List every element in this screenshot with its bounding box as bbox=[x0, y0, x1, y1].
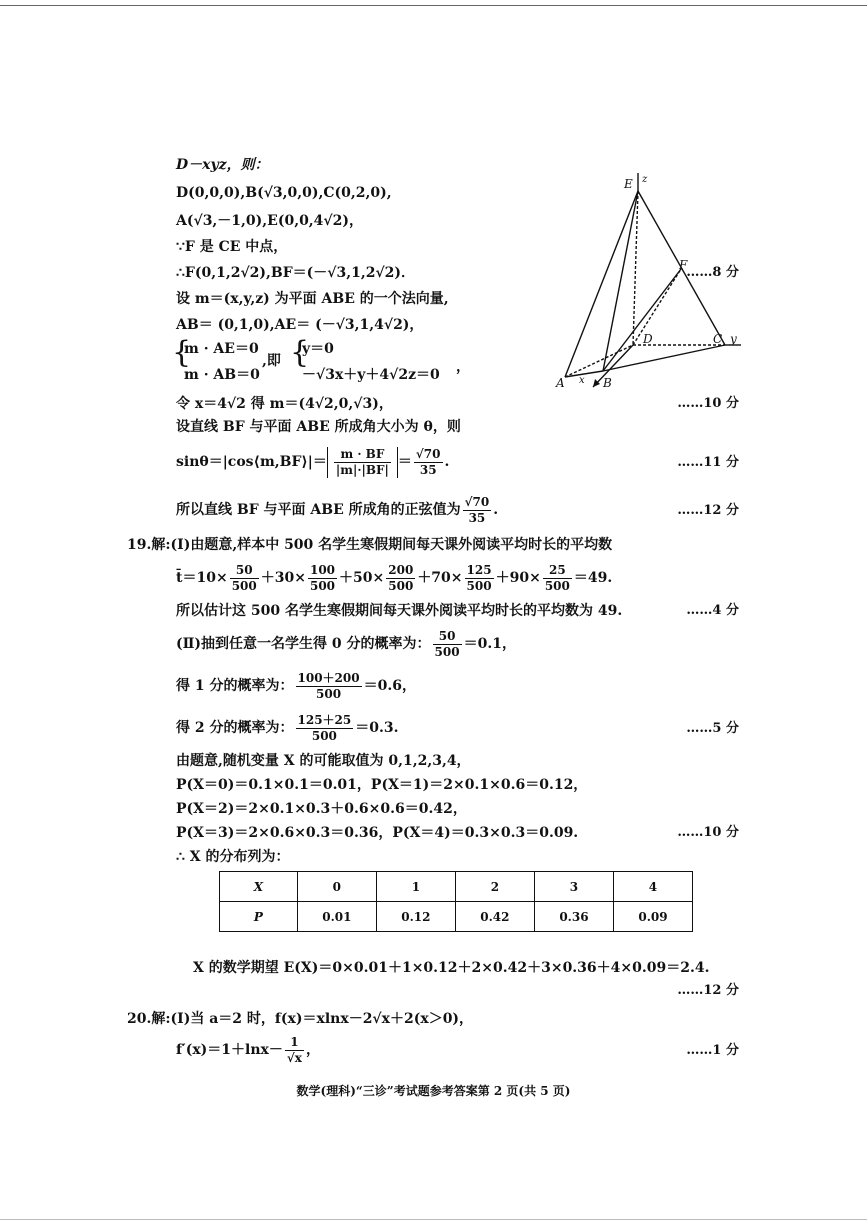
left-brace-2: { bbox=[290, 335, 310, 370]
table-row bbox=[220, 902, 693, 932]
edge-BF bbox=[603, 269, 681, 371]
conclusion-frac bbox=[463, 495, 492, 526]
label-E: E bbox=[624, 177, 633, 191]
p0-den: 500 bbox=[434, 644, 460, 659]
table-row bbox=[220, 872, 693, 902]
q20-head: 20.解:(Ⅰ)当 a＝2 时，f(x)＝xlnx－2√x＋2(x＞0)， bbox=[127, 1011, 474, 1027]
table-cell: 0 bbox=[297, 872, 376, 902]
sin-num-2: √70 bbox=[415, 446, 441, 461]
label-z: z bbox=[642, 174, 648, 185]
q18-sys1-a: m · AE＝0 bbox=[184, 341, 259, 357]
bottom-border-line bbox=[0, 1219, 867, 1220]
sin-den-2: 35 bbox=[419, 462, 437, 477]
mean-after: ＋90× bbox=[495, 570, 541, 586]
mean-num: 200 bbox=[388, 562, 414, 577]
edge-EA bbox=[565, 191, 638, 377]
q19-values: 由题意,随机变量 X 的可能取值为 0,1,2,3,4， bbox=[176, 753, 471, 769]
table-cell: 0.09 bbox=[613, 902, 692, 932]
label-y: y bbox=[730, 332, 737, 346]
q18-conclusion: 所以直线 BF 与平面 ABE 所成角的正弦值为 $\frac{√70}{35}$ . bbox=[176, 494, 499, 525]
mean-after: ＋30× bbox=[260, 570, 306, 586]
q18-line-3: A(√3,－1,0),E(0,0,4√2)， bbox=[176, 213, 363, 229]
mean-num: 125 bbox=[466, 562, 492, 577]
q19-px01: P(X＝0)＝0.1×0.1＝0.01，P(X＝1)＝2×0.1×0.6＝0.12， bbox=[176, 777, 588, 793]
q19-px2: P(X＝2)＝2×0.1×0.3＋0.6×0.6＝0.42， bbox=[176, 801, 467, 817]
mean-after: ＋50× bbox=[339, 570, 385, 586]
sin-eq: ＝ bbox=[397, 454, 412, 470]
score-5: ……5 分 bbox=[686, 721, 739, 736]
q18-sin-line: sinθ＝|cos⟨m,BF⟩|＝ $\frac{m \cdot BF}{|m|\cdot|BF|}$ ＝ $\frac{√70}{35}$ . bbox=[176, 446, 450, 477]
conclusion-text: 所以直线 BF 与平面 ABE 所成角的正弦值为 bbox=[176, 502, 461, 518]
table-cell: P bbox=[220, 902, 298, 932]
mean-den: 500 bbox=[544, 578, 570, 593]
p2-text: 得 2 分的概率为： bbox=[176, 720, 294, 736]
label-D: D bbox=[643, 332, 653, 346]
q19-dist-head: ∴ X 的分布列为： bbox=[176, 849, 290, 865]
left-brace-1: { bbox=[172, 335, 192, 370]
q18-line-9: 设直线 BF 与平面 ABE 所成角大小为 θ，则 bbox=[176, 419, 461, 435]
score-4: ……4 分 bbox=[686, 603, 739, 618]
sin-den: |m|·|BF| bbox=[335, 462, 389, 477]
conclusion-num: √70 bbox=[464, 494, 490, 509]
mean-after: ＋70× bbox=[417, 570, 463, 586]
p1-text: 得 1 分的概率为： bbox=[176, 678, 294, 694]
deriv-end: ， bbox=[305, 1042, 320, 1058]
table-cell: 0.42 bbox=[455, 902, 534, 932]
sin-frac bbox=[334, 447, 391, 478]
p0-res: ＝0.1， bbox=[463, 636, 516, 652]
mean-num: 25 bbox=[543, 563, 572, 579]
score-12a: ……12 分 bbox=[677, 503, 739, 518]
q18-line-1: D－xyz，则： bbox=[176, 157, 269, 173]
score-1: ……1 分 bbox=[686, 1043, 739, 1058]
q18-line-6: 设 m＝(x,y,z) 为平面 ABE 的一个法向量, bbox=[176, 291, 449, 307]
table-cell: 1 bbox=[376, 872, 455, 902]
q19-px34: P(X＝3)＝2×0.6×0.3＝0.36，P(X＝4)＝0.3×0.3＝0.09. bbox=[176, 825, 579, 841]
p2-den: 500 bbox=[311, 728, 337, 743]
p1-den: 500 bbox=[316, 686, 342, 701]
table-cell: 4 bbox=[613, 872, 692, 902]
sin-frac-2 bbox=[414, 447, 443, 478]
table-cell: 0.36 bbox=[534, 902, 613, 932]
score-10a: ……10 分 bbox=[677, 396, 739, 411]
pyramid-figure bbox=[553, 165, 753, 395]
conclusion-den: 35 bbox=[468, 510, 486, 525]
q19-mean-line bbox=[176, 558, 612, 598]
table-cell: X bbox=[220, 872, 298, 902]
sin-abs bbox=[327, 447, 398, 478]
deriv-den: √x bbox=[286, 1050, 302, 1065]
score-8: ……8 分 bbox=[686, 265, 739, 280]
deriv-num: 1 bbox=[285, 1035, 304, 1051]
mean-num: 50 bbox=[230, 563, 259, 579]
q18-line-4: ∵F 是 CE 中点， bbox=[176, 239, 288, 255]
p0-num: 50 bbox=[433, 629, 462, 645]
mean-den: 500 bbox=[231, 578, 257, 593]
deriv-lhs: f′(x)＝1＋lnx－ bbox=[176, 1042, 283, 1058]
edge-DF bbox=[633, 269, 681, 345]
q18-line-7: AB＝ (0,1,0),AE＝ (－√3,1,4√2)， bbox=[176, 317, 424, 333]
q18-sys2-b: －√3x＋y＋4√2z＝0 bbox=[302, 367, 440, 383]
distribution-table bbox=[219, 871, 693, 932]
label-F: F bbox=[679, 258, 688, 272]
q19-expectation: X 的数学期望 E(X)＝0×0.01＋1×0.12＋2×0.42＋3×0.36＋4×0.09＝2.4. bbox=[193, 960, 710, 976]
label-x: x bbox=[579, 375, 585, 386]
label-C: C bbox=[713, 332, 723, 346]
p1-num: 100＋200 bbox=[297, 670, 360, 685]
mean-num: 100 bbox=[309, 562, 336, 577]
sin-num: m · BF bbox=[334, 447, 391, 463]
q19-p0-line bbox=[176, 626, 516, 662]
q18-sys1-b: m · AB＝0 bbox=[184, 367, 260, 383]
edge-EB bbox=[603, 191, 638, 371]
mean-den: 500 bbox=[309, 578, 336, 593]
q18-line-8: 令 x＝4√2 得 m＝(4√2,0,√3)， bbox=[176, 396, 393, 412]
p1-res: ＝0.6， bbox=[363, 678, 416, 694]
score-12b: ……12 分 bbox=[677, 983, 739, 998]
q18-line-5: ∴F(0,1,2√2),BF＝(－√3,1,2√2)． bbox=[176, 265, 416, 281]
p2-res: ＝0.3. bbox=[355, 720, 399, 736]
mean-lhs: t̄＝10× bbox=[176, 570, 228, 586]
label-A: A bbox=[556, 376, 565, 390]
q19-p1-line bbox=[176, 668, 416, 704]
label-B: B bbox=[603, 376, 612, 390]
mean-den: 500 bbox=[466, 578, 492, 593]
q19-p2-line bbox=[176, 710, 398, 746]
p2-num: 125＋25 bbox=[297, 712, 352, 727]
q19-estimate: 所以估计这 500 名学生寒假期间每天课外阅读平均时长的平均数为 49. bbox=[176, 603, 623, 619]
top-border-line bbox=[0, 5, 867, 6]
mean-den: 500 bbox=[388, 578, 414, 593]
score-11: ……11 分 bbox=[677, 455, 739, 470]
q18-sys-mid: ,即 bbox=[262, 353, 281, 369]
q18-sys2-a: y＝0 bbox=[302, 341, 334, 357]
p0-text: (Ⅱ)抽到任意一名学生得 0 分的概率为： bbox=[176, 636, 431, 652]
sin-lhs: sinθ＝|cos⟨m,BF⟩|＝ bbox=[176, 454, 327, 470]
q18-line-2: D(0,0,0),B(√3,0,0),C(0,2,0), bbox=[176, 185, 392, 201]
page-footer: 数学(理科)“三诊”考试题参考答案第 2 页(共 5 页) bbox=[296, 1084, 571, 1098]
table-cell: 3 bbox=[534, 872, 613, 902]
table-cell: 2 bbox=[455, 872, 534, 902]
q18-sys-end: ， bbox=[456, 359, 470, 375]
table-cell: 0.12 bbox=[376, 902, 455, 932]
table-cell: 0.01 bbox=[297, 902, 376, 932]
score-10b: ……10 分 bbox=[677, 825, 739, 840]
q20-derivative bbox=[176, 1030, 320, 1070]
mean-after: ＝49. bbox=[573, 570, 613, 586]
q19-head: 19.解:(Ⅰ)由题意,样本中 500 名学生寒假期间每天课外阅读平均时长的平均数 bbox=[127, 537, 613, 553]
